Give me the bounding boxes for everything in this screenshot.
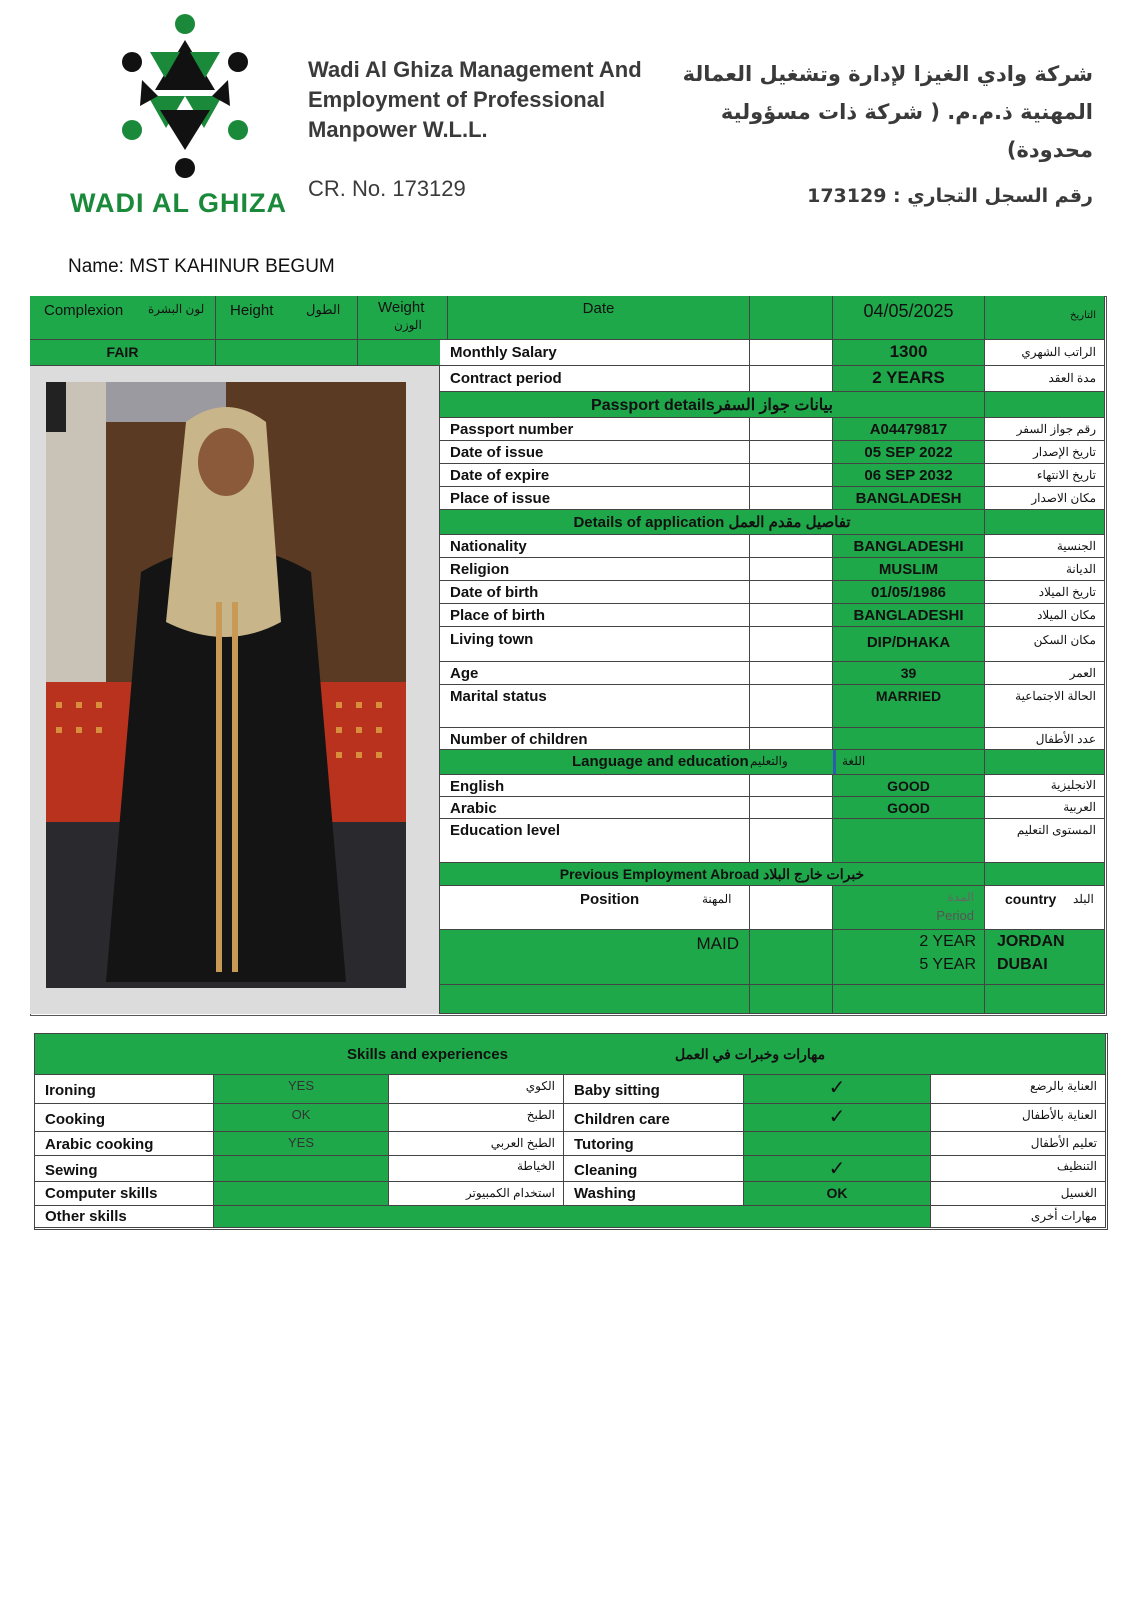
- application-section-header: Details of application تفاصيل مقدم العمل: [440, 510, 985, 535]
- complexion-label: Complexion: [44, 302, 124, 319]
- employment-empty-row: [750, 985, 833, 1014]
- skill-washing-value: OK: [744, 1182, 931, 1206]
- skill-washing-label-ar: الغسيل: [931, 1182, 1106, 1206]
- age-value: 39: [833, 662, 985, 685]
- height-value: [216, 340, 358, 366]
- other-skills-label-ar: مهارات أخرى: [931, 1206, 1106, 1228]
- education-level-label: Education level: [440, 819, 750, 863]
- period-label: Period: [936, 908, 974, 923]
- skill-computer-label-ar: استخدام الكمبيوتر: [389, 1182, 564, 1206]
- children-spacer: [750, 728, 833, 750]
- skill-children-care-label: Children care: [564, 1104, 744, 1132]
- company-name-en-line: Wadi Al Ghiza Management And: [308, 57, 642, 82]
- position-value-cell: [440, 930, 750, 985]
- language-section-title: Language and education: [572, 753, 749, 770]
- date-header: Date: [448, 296, 750, 340]
- cursor-marker: [833, 750, 836, 774]
- contract-period-spacer: [750, 366, 833, 392]
- marital-status-label-ar: الحالة الاجتماعية: [985, 685, 1105, 728]
- language-section-header: [440, 750, 985, 775]
- education-level-label-ar: المستوى التعليم: [985, 819, 1105, 863]
- position-value: MAID: [696, 934, 739, 953]
- date-of-expire-value: 06 SEP 2032: [833, 464, 985, 487]
- applicant-photo: [46, 382, 406, 988]
- position-header: [440, 886, 750, 930]
- skill-children-care-label-ar: العناية بالأطفال: [931, 1104, 1106, 1132]
- children-label: Number of children: [440, 728, 750, 750]
- skill-children-care-value: ✓: [744, 1104, 931, 1132]
- date-of-birth-value: 01/05/1986: [833, 581, 985, 604]
- logo-wordmark: WADI AL GHIZA: [70, 188, 287, 218]
- passport-section-spacer: [985, 392, 1105, 418]
- company-name-en-line: Manpower W.L.L.: [308, 117, 488, 142]
- monthly-salary-value: 1300: [833, 340, 985, 366]
- children-value: [833, 728, 985, 750]
- passport-section-header: Passport detailsبيانات جواز السفر: [440, 392, 985, 418]
- place-of-issue-value: BANGLADESH: [833, 487, 985, 510]
- language-section-spacer: [985, 750, 1105, 775]
- english-label-ar: الانجليزية: [985, 775, 1105, 797]
- period-header: [833, 886, 985, 930]
- skill-tutoring-value: [744, 1132, 931, 1156]
- skill-arabic-cooking-value: YES: [214, 1132, 389, 1156]
- marital-status-spacer: [750, 685, 833, 728]
- skill-computer-value: [214, 1182, 389, 1206]
- skill-ironing-value: YES: [214, 1075, 389, 1104]
- age-label: Age: [440, 662, 750, 685]
- position-label-ar: المهنة: [702, 892, 732, 906]
- cr-number-en: CR. No. 173129: [308, 176, 466, 201]
- skill-tutoring-label-ar: تعليم الأطفال: [931, 1132, 1106, 1156]
- period-value: 2 YEAR: [919, 933, 976, 950]
- language-section-title-ar2: اللغة: [842, 754, 866, 768]
- living-town-spacer: [750, 627, 833, 662]
- application-section-spacer: [985, 510, 1105, 535]
- skill-arabic-cooking-label: Arabic cooking: [34, 1132, 214, 1156]
- skills-header: [34, 1033, 1106, 1075]
- skill-cooking-label: Cooking: [34, 1104, 214, 1132]
- skill-sewing-label: Sewing: [34, 1156, 214, 1182]
- country-label-ar: البلد: [1073, 892, 1094, 906]
- skill-ironing-label: Ironing: [34, 1075, 214, 1104]
- date-value: 04/05/2025: [833, 296, 985, 340]
- religion-spacer: [750, 558, 833, 581]
- skill-tutoring-label: Tutoring: [564, 1132, 744, 1156]
- place-of-issue-label-ar: مكان الاصدار: [985, 487, 1105, 510]
- nationality-label: Nationality: [440, 535, 750, 558]
- complexion-value: FAIR: [30, 340, 216, 366]
- skill-baby-sitting-label: Baby sitting: [564, 1075, 744, 1104]
- complexion-label-ar: لون البشرة: [148, 302, 205, 316]
- date-of-issue-label: Date of issue: [440, 441, 750, 464]
- skill-cooking-value: OK: [214, 1104, 389, 1132]
- language-section-title-ar: والتعليم: [750, 754, 788, 768]
- place-of-issue-spacer: [750, 487, 833, 510]
- education-level-spacer: [750, 819, 833, 863]
- country-label: country: [1005, 891, 1057, 907]
- company-name-ar-line: شركة وادي الغيزا لإدارة وتشغيل العمالة: [682, 62, 1093, 86]
- skills-header-en: Skills and experiences: [347, 1046, 508, 1063]
- arabic-value: GOOD: [833, 797, 985, 819]
- skill-baby-sitting-label-ar: العناية بالرضع: [931, 1075, 1106, 1104]
- period-value: 5 YEAR: [919, 956, 976, 973]
- contract-period-value: 2 YEARS: [833, 366, 985, 392]
- arabic-label: Arabic: [440, 797, 750, 819]
- period-values-cell: [833, 930, 985, 985]
- country-values-cell: [985, 930, 1105, 985]
- date-of-expire-label: Date of expire: [440, 464, 750, 487]
- monthly-salary-label: Monthly Salary: [440, 340, 750, 366]
- passport-number-label-ar: رقم جواز السفر: [985, 418, 1105, 441]
- skills-header-ar: مهارات وخبرات في العمل: [675, 1046, 826, 1062]
- date-of-expire-label-ar: تاريخ الانتهاء: [985, 464, 1105, 487]
- position-header-spacer: [750, 886, 833, 930]
- company-name-ar: [673, 55, 1093, 169]
- skill-cleaning-label-ar: التنظيف: [931, 1156, 1106, 1182]
- height-header: [216, 296, 358, 340]
- skill-ironing-label-ar: الكوي: [389, 1075, 564, 1104]
- skill-arabic-cooking-label-ar: الطبخ العربي: [389, 1132, 564, 1156]
- date-of-birth-spacer: [750, 581, 833, 604]
- living-town-value: DIP/DHAKA: [833, 627, 985, 662]
- education-level-value: [833, 819, 985, 863]
- religion-value: MUSLIM: [833, 558, 985, 581]
- position-label: Position: [580, 891, 640, 908]
- date-of-issue-value: 05 SEP 2022: [833, 441, 985, 464]
- skill-cleaning-label: Cleaning: [564, 1156, 744, 1182]
- company-name-ar-line: محدودة): [1006, 138, 1093, 162]
- weight-value: [358, 340, 448, 366]
- nationality-value: BANGLADESHI: [833, 535, 985, 558]
- date-spacer: [750, 296, 833, 340]
- weight-label: Weight: [378, 299, 425, 316]
- monthly-salary-spacer: [750, 340, 833, 366]
- marital-status-value: MARRIED: [833, 685, 985, 728]
- monthly-salary-label-ar: الراتب الشهري: [985, 340, 1105, 366]
- country-value: JORDAN: [997, 933, 1065, 950]
- age-spacer: [750, 662, 833, 685]
- weight-header: [358, 296, 448, 340]
- religion-label-ar: الديانة: [985, 558, 1105, 581]
- height-label: Height: [230, 302, 274, 319]
- skill-washing-label: Washing: [564, 1182, 744, 1206]
- marital-status-label: Marital status: [440, 685, 750, 728]
- employment-empty-row: [985, 985, 1105, 1014]
- religion-label: Religion: [440, 558, 750, 581]
- other-skills-value: [214, 1206, 931, 1228]
- place-of-birth-spacer: [750, 604, 833, 627]
- children-label-ar: عدد الأطفال: [985, 728, 1105, 750]
- date-of-issue-spacer: [750, 441, 833, 464]
- company-name-en: [308, 55, 678, 145]
- height-label-ar: الطول: [306, 302, 341, 317]
- age-label-ar: العمر: [985, 662, 1105, 685]
- date-of-issue-label-ar: تاريخ الإصدار: [985, 441, 1105, 464]
- position-value-spacer: [750, 930, 833, 985]
- nationality-label-ar: الجنسية: [985, 535, 1105, 558]
- employment-section-header: Previous Employment Abroad خبرات خارج البلاد: [440, 863, 985, 886]
- nationality-spacer: [750, 535, 833, 558]
- date-of-birth-label-ar: تاريخ الميلاد: [985, 581, 1105, 604]
- passport-number-spacer: [750, 418, 833, 441]
- date-of-expire-spacer: [750, 464, 833, 487]
- contract-period-label: Contract period: [440, 366, 750, 392]
- skill-cleaning-value: ✓: [744, 1156, 931, 1182]
- employment-empty-row: [440, 985, 750, 1014]
- skill-sewing-value: [214, 1156, 389, 1182]
- skill-cooking-label-ar: الطبخ: [389, 1104, 564, 1132]
- applicant-photo-frame: [30, 366, 440, 1014]
- date-label-ar: التاريخ: [985, 296, 1105, 340]
- employment-section-spacer: [985, 863, 1105, 886]
- applicant-name: Name: MST KAHINUR BEGUM: [68, 256, 335, 277]
- place-of-issue-label: Place of issue: [440, 487, 750, 510]
- company-name-en-line: Employment of Professional: [308, 87, 606, 112]
- period-label-ar: المدة: [947, 890, 974, 904]
- skill-baby-sitting-value: ✓: [744, 1075, 931, 1104]
- english-spacer: [750, 775, 833, 797]
- date-of-birth-label: Date of birth: [440, 581, 750, 604]
- employment-empty-row: [833, 985, 985, 1014]
- weight-label-ar: الوزن: [394, 318, 422, 332]
- company-name-ar-line: المهنية ذ.م.م. ( شركة ذات مسؤولية: [720, 100, 1093, 124]
- place-of-birth-value: BANGLADESHI: [833, 604, 985, 627]
- place-of-birth-label-ar: مكان الميلاد: [985, 604, 1105, 627]
- complexion-header: [30, 296, 216, 340]
- other-skills-label: Other skills: [34, 1206, 214, 1228]
- contract-period-label-ar: مدة العقد: [985, 366, 1105, 392]
- place-of-birth-label: Place of birth: [440, 604, 750, 627]
- living-town-label: Living town: [440, 627, 750, 662]
- country-value: DUBAI: [997, 956, 1048, 973]
- passport-number-label: Passport number: [440, 418, 750, 441]
- skill-computer-label: Computer skills: [34, 1182, 214, 1206]
- cr-number-ar: رقم السجل التجاري : 173129: [807, 185, 1093, 207]
- arabic-label-ar: العربية: [985, 797, 1105, 819]
- english-value: GOOD: [833, 775, 985, 797]
- english-label: English: [440, 775, 750, 797]
- living-town-label-ar: مكان السكن: [985, 627, 1105, 662]
- passport-number-value: A04479817: [833, 418, 985, 441]
- country-header: [985, 886, 1105, 930]
- skill-sewing-label-ar: الخياطة: [389, 1156, 564, 1182]
- arabic-spacer: [750, 797, 833, 819]
